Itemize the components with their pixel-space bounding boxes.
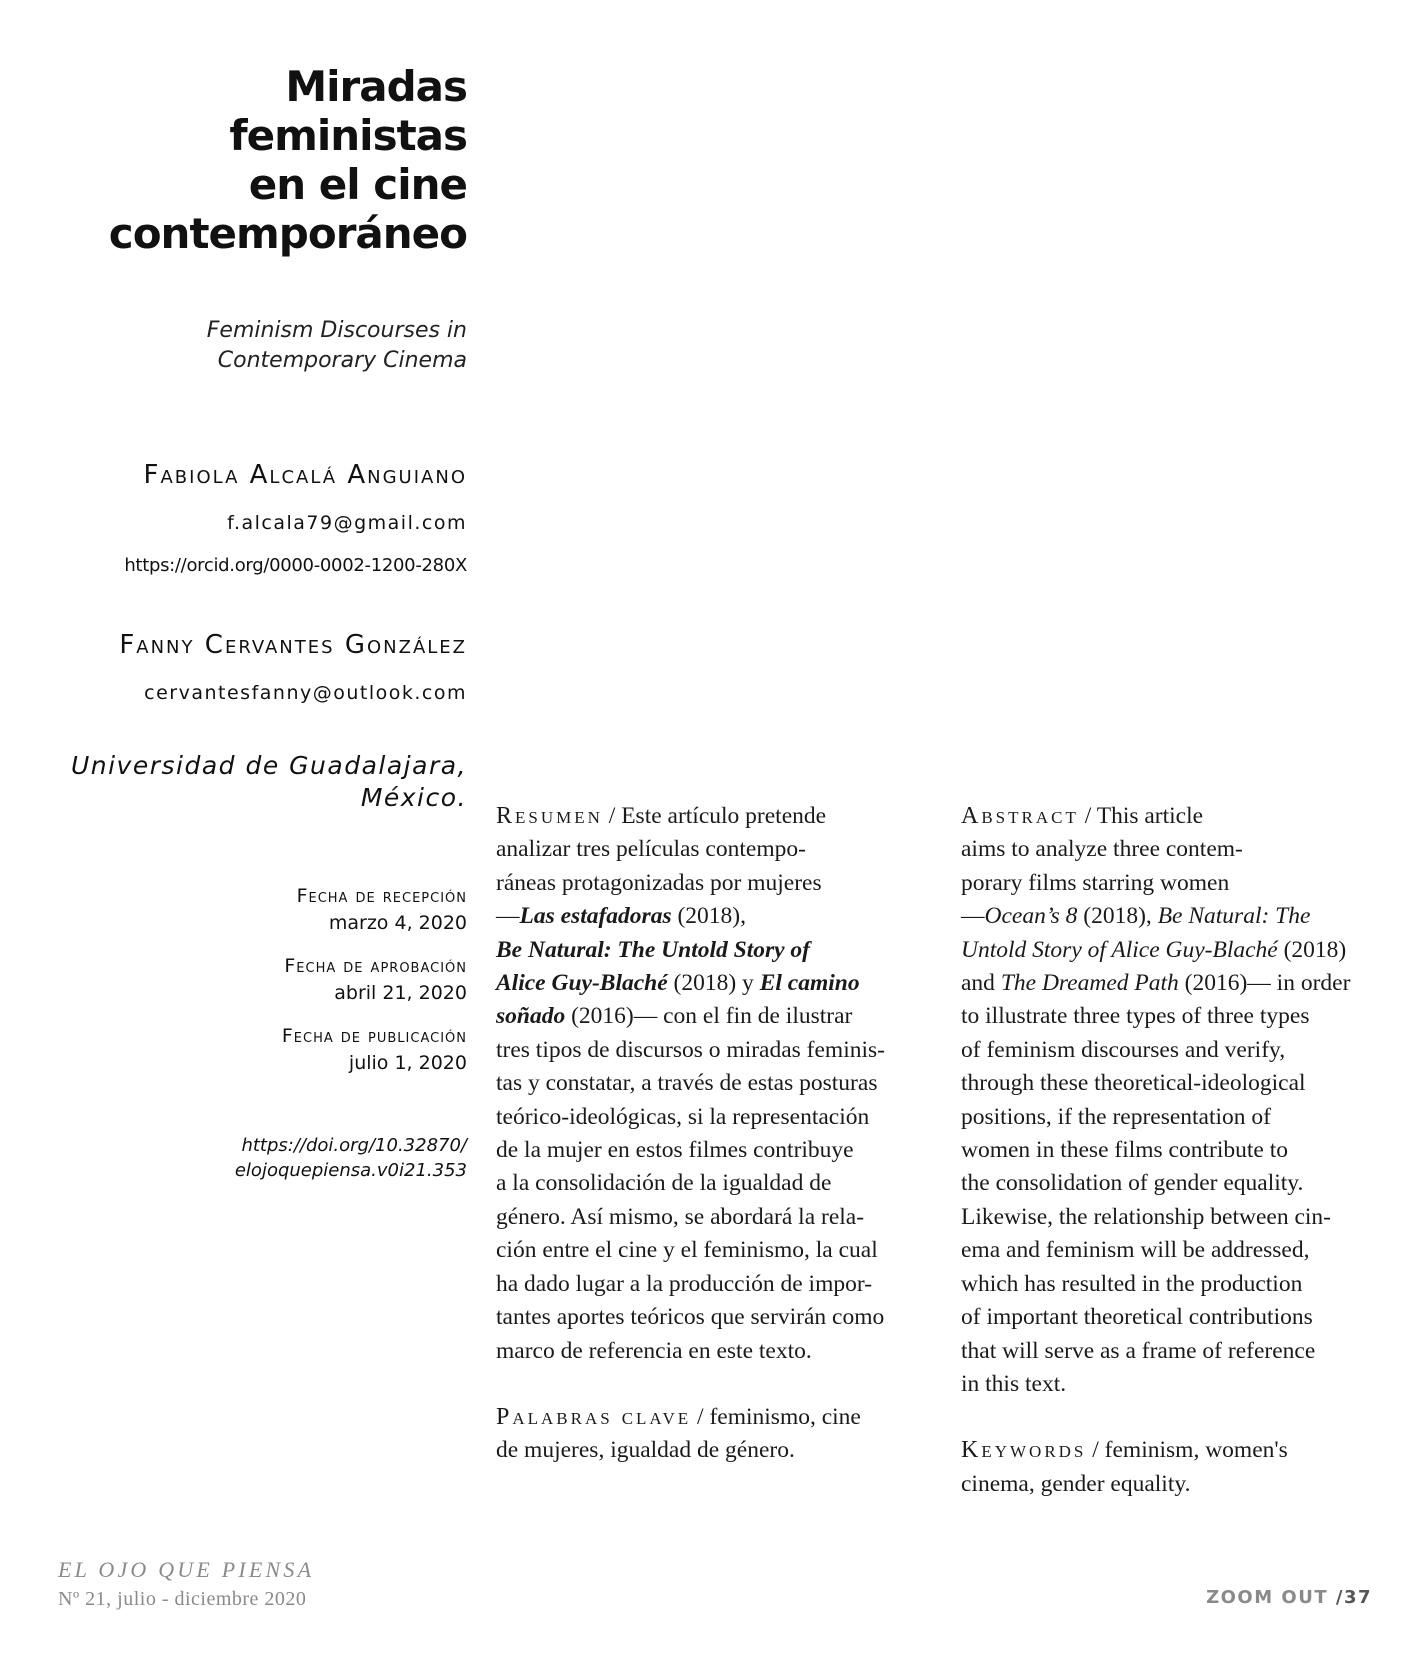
separator: / bbox=[1078, 803, 1097, 829]
dash: — bbox=[496, 903, 520, 930]
film-title: Be Natural: The bbox=[1157, 903, 1311, 930]
text-line: género. Así mismo, se abordará la rela- bbox=[496, 1203, 865, 1230]
section-name: ZOOM OUT bbox=[1206, 1587, 1336, 1608]
resumen-paragraph bbox=[496, 800, 936, 1368]
subtitle-line: Contemporary Cinema bbox=[217, 348, 467, 373]
text-line: ción entre el cine y el feminismo, la cual bbox=[496, 1237, 878, 1264]
text-line: tas y constatar, a través de estas posturas bbox=[496, 1070, 878, 1097]
title-line: feministas bbox=[229, 111, 467, 160]
text-line: in this text. bbox=[961, 1370, 1067, 1397]
journal-name: EL OJO QUE PIENSA bbox=[58, 1557, 315, 1582]
section-page-footer bbox=[1206, 1587, 1372, 1608]
page-number: /37 bbox=[1335, 1587, 1372, 1608]
text-line: the consolidation of gender equality. bbox=[961, 1170, 1304, 1197]
text-line: that will serve as a frame of reference bbox=[961, 1337, 1316, 1364]
text-fragment: and bbox=[961, 970, 1001, 997]
text-line: This article bbox=[1096, 803, 1204, 829]
date-published bbox=[282, 1023, 467, 1077]
text-line: feminismo, cine bbox=[709, 1403, 861, 1430]
resumen-column bbox=[496, 800, 936, 1468]
text-line: ema and feminism will be addressed, bbox=[961, 1237, 1310, 1264]
journal-footer bbox=[58, 1556, 314, 1614]
text-line: feminism, women's bbox=[1104, 1437, 1288, 1464]
resumen-heading: Resumen bbox=[496, 803, 603, 829]
text-line: which has resulted in the production bbox=[961, 1270, 1303, 1297]
text-line: tantes aportes teóricos que servirán como bbox=[496, 1304, 885, 1331]
journal-issue: Nº 21, julio - diciembre 2020 bbox=[58, 1588, 307, 1610]
date-received bbox=[282, 883, 467, 937]
film-title: Las estafadoras bbox=[519, 903, 672, 930]
film-title: The Dreamed Path bbox=[1000, 970, 1179, 997]
separator: / bbox=[602, 803, 622, 829]
text-fragment: (2016)— con el fin de ilustrar bbox=[565, 1003, 853, 1030]
author-email[interactable]: f.alcala79@gmail.com bbox=[227, 512, 467, 534]
text-fragment: (2018), bbox=[1077, 903, 1158, 930]
text-fragment: (2018) bbox=[1277, 936, 1347, 963]
keywords-heading: Keywords bbox=[961, 1437, 1087, 1464]
text-line: porary films starring women bbox=[961, 869, 1230, 896]
affiliation bbox=[71, 750, 467, 814]
text-fragment: (2018), bbox=[671, 903, 747, 930]
date-value: marzo 4, 2020 bbox=[328, 912, 467, 934]
publication-dates bbox=[282, 883, 467, 1093]
abstract-heading: Abstract bbox=[961, 803, 1079, 829]
author-name: Fabiola Alcalá Anguiano bbox=[143, 460, 467, 490]
text-line: ha dado lugar a la producción de impor- bbox=[496, 1270, 873, 1297]
title-line: en el cine bbox=[248, 160, 467, 209]
affiliation-line: México. bbox=[360, 783, 467, 812]
abstract-column bbox=[961, 800, 1381, 1501]
text-line: a la consolidación de la igualdad de bbox=[496, 1170, 832, 1197]
palabras-heading: Palabras clave bbox=[496, 1403, 692, 1430]
text-line: analizar tres películas contempo- bbox=[496, 836, 806, 863]
film-title: El camino bbox=[759, 970, 860, 997]
text-line: of important theoretical contributions bbox=[961, 1304, 1313, 1331]
text-fragment: (2016)— in order bbox=[1178, 970, 1351, 997]
date-value: julio 1, 2020 bbox=[348, 1052, 467, 1074]
text-line: cinema, gender equality. bbox=[961, 1470, 1191, 1497]
text-line: through these theoretical-ideological bbox=[961, 1070, 1306, 1097]
film-title: Alice Guy-Blaché bbox=[496, 970, 668, 997]
text-line: of feminism discourses and verify, bbox=[961, 1036, 1286, 1063]
text-line: aims to analyze three contem- bbox=[961, 836, 1243, 863]
date-label: Fecha de aprobación bbox=[284, 955, 467, 977]
text-line: ráneas protagonizadas por mujeres bbox=[496, 869, 822, 896]
text-line: positions, if the representation of bbox=[961, 1103, 1271, 1130]
article-title bbox=[109, 62, 467, 258]
author-name: Fanny Cervantes González bbox=[119, 630, 467, 660]
author-email[interactable]: cervantesfanny@outlook.com bbox=[144, 682, 467, 704]
date-value: abril 21, 2020 bbox=[334, 982, 467, 1004]
text-line: teórico-ideológicas, si la representación bbox=[496, 1103, 870, 1130]
film-title: Ocean’s 8 bbox=[984, 903, 1078, 930]
keywords bbox=[961, 1434, 1381, 1501]
title-line: contemporáneo bbox=[108, 209, 467, 258]
text-line: Este artículo pretende bbox=[621, 803, 827, 829]
date-label: Fecha de publicación bbox=[281, 1025, 467, 1047]
abstract-paragraph bbox=[961, 800, 1381, 1401]
doi-line: elojoquepiensa.v0i21.353 bbox=[234, 1160, 467, 1181]
text-line: marco de referencia en este texto. bbox=[496, 1337, 812, 1364]
film-title: Untold Story of Alice Guy-Blaché bbox=[961, 936, 1278, 963]
text-line: Likewise, the relationship between cin- bbox=[961, 1203, 1331, 1230]
doi-line: https://doi.org/10.32870/ bbox=[241, 1135, 467, 1156]
text-line: to illustrate three types of three types bbox=[961, 1003, 1310, 1030]
palabras-clave bbox=[496, 1401, 936, 1468]
dash: — bbox=[961, 903, 985, 930]
text-line: women in these films contribute to bbox=[961, 1137, 1288, 1164]
subtitle-line: Feminism Discourses in bbox=[206, 318, 467, 343]
text-line: de la mujer en estos filmes contribuye bbox=[496, 1137, 854, 1164]
affiliation-line: Universidad de Guadalajara, bbox=[70, 751, 467, 780]
film-title: Be Natural: The Untold Story of bbox=[496, 936, 811, 963]
text-line: tres tipos de discursos o miradas feminis- bbox=[496, 1036, 885, 1063]
separator: / bbox=[1086, 1437, 1105, 1464]
author-orcid[interactable]: https://orcid.org/0000-0002-1200-280X bbox=[124, 555, 467, 576]
date-label: Fecha de recepción bbox=[296, 885, 467, 907]
article-subtitle bbox=[207, 316, 467, 376]
text-fragment: (2018) y bbox=[667, 970, 760, 997]
doi-link[interactable] bbox=[235, 1133, 467, 1183]
film-title: soñado bbox=[496, 1003, 566, 1030]
date-approved bbox=[282, 953, 467, 1007]
text-line: de mujeres, igualdad de género. bbox=[496, 1437, 795, 1464]
title-line: Miradas bbox=[285, 62, 467, 111]
separator: / bbox=[691, 1403, 710, 1430]
